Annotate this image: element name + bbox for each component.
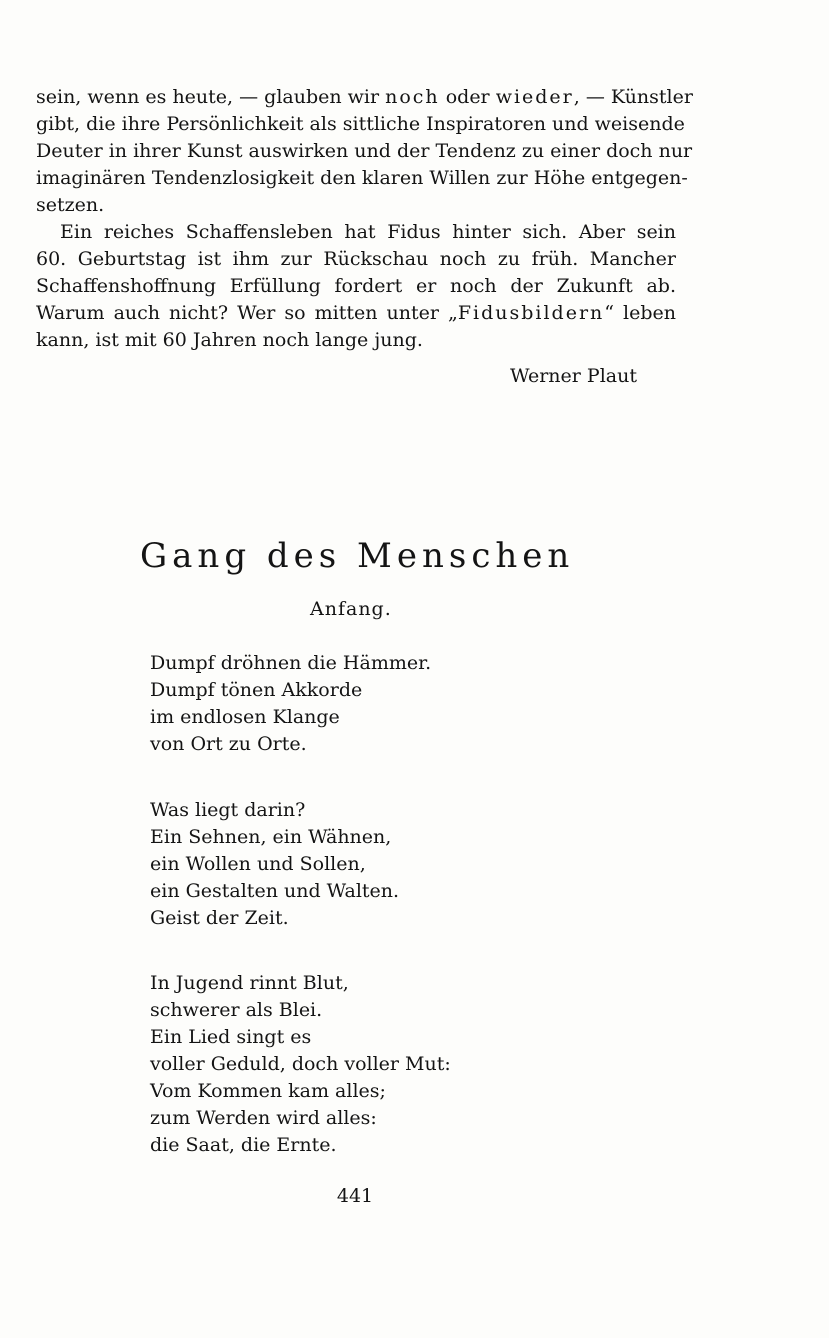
verse-line: Was liegt darin?: [150, 799, 306, 821]
prose-line: Ein reiches Schaffensleben hat Fidus hinter sich. Aber sein: [60, 221, 676, 243]
verse-line: die Saat, die Ernte.: [150, 1134, 337, 1156]
prose-line: kann, ist mit 60 Jahren noch lange jung.: [36, 329, 423, 351]
verse-line: Dumpf dröhnen die Hämmer.: [150, 652, 432, 674]
spaced-emphasis: wieder: [495, 86, 574, 108]
page-number: 441: [336, 1185, 374, 1207]
verse-line: ein Gestalten und Walten.: [150, 880, 400, 902]
verse-line: im endlosen Klange: [150, 706, 340, 728]
prose-line: setzen.: [36, 194, 105, 216]
verse-line: In Jugend rinnt Blut,: [150, 972, 349, 994]
prose-line: Warum auch nicht? Wer so mitten unter „Fidusbildern“ leben: [36, 302, 676, 324]
verse-line: Ein Lied singt es: [150, 1026, 312, 1048]
author-signature: Werner Plaut: [510, 365, 637, 387]
poem-stanza-3: [150, 970, 451, 1159]
prose-line: gibt, die ihre Persönlichkeit als sittliche Inspiratoren und weisende: [36, 113, 685, 135]
poem-subtitle: Anfang.: [310, 598, 392, 620]
verse-line: zum Werden wird alles:: [150, 1107, 377, 1129]
verse-line: von Ort zu Orte.: [150, 733, 307, 755]
prose-line: imaginären Tendenzlosigkeit den klaren Willen zur Höhe entgegen-: [36, 167, 688, 189]
prose-line: Schaffenshoffnung Erfüllung fordert er noch der Zukunft ab.: [36, 275, 676, 297]
verse-line: Vom Kommen kam alles;: [150, 1080, 386, 1102]
verse-line: voller Geduld, doch voller Mut:: [150, 1053, 451, 1075]
verse-line: Dumpf tönen Akkorde: [150, 679, 363, 701]
verse-line: schwerer als Blei.: [150, 999, 323, 1021]
spaced-emphasis: Fidusbildern: [457, 302, 605, 324]
poem-stanza-2: [150, 797, 399, 932]
verse-line: Ein Sehnen, ein Wähnen,: [150, 826, 392, 848]
prose-block: [36, 84, 693, 354]
prose-line: Deuter in ihrer Kunst auswirken und der Tendenz zu einer doch nur: [36, 140, 693, 162]
prose-line: 60. Geburtstag ist ihm zur Rückschau noch zu früh. Mancher: [36, 248, 676, 270]
verse-line: Geist der Zeit.: [150, 907, 289, 929]
poem-stanza-1: [150, 650, 431, 758]
prose-line: sein, wenn es heute, — glauben wir noch oder wieder, — Künstler: [36, 86, 693, 108]
poem-title: Gang des Menschen: [140, 536, 575, 576]
verse-line: ein Wollen und Sollen,: [150, 853, 366, 875]
spaced-emphasis: noch: [385, 86, 440, 108]
